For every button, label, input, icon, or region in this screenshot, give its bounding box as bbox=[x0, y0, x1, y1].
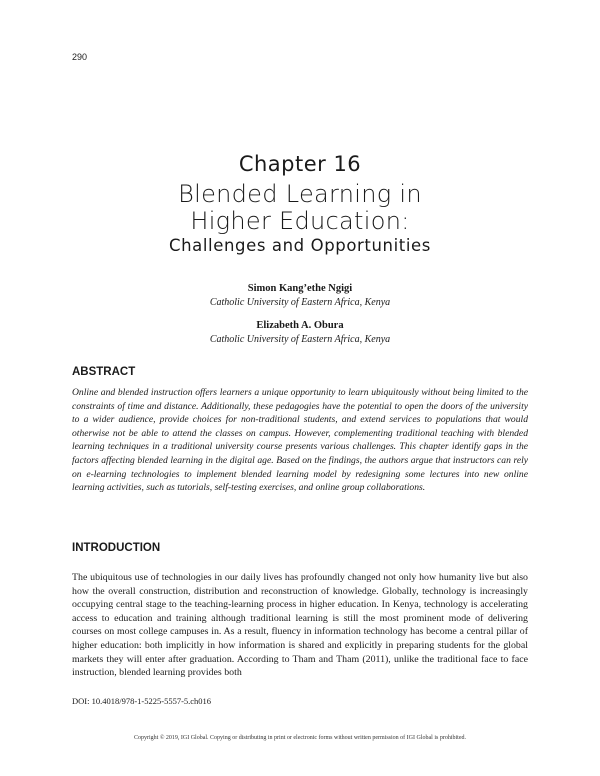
page-number: 290 bbox=[72, 52, 88, 62]
author-name: Elizabeth A. Obura bbox=[256, 320, 344, 331]
introduction-heading: INTRODUCTION bbox=[72, 542, 161, 554]
chapter-subtitle: Challenges and Opportunities bbox=[168, 236, 431, 255]
author-name: Simon Kang’ethe Ngigi bbox=[247, 283, 353, 294]
abstract-heading: ABSTRACT bbox=[72, 366, 136, 378]
chapter-title-line-1: Blended Learning in bbox=[178, 180, 422, 208]
chapter-title-line-2: Higher Education: bbox=[190, 207, 410, 235]
author-affiliation: Catholic University of Eastern Africa, Kenya bbox=[209, 297, 391, 308]
chapter-label: Chapter 16 bbox=[238, 152, 362, 176]
doi: DOI: 10.4018/978-1-5225-5557-5.ch016 bbox=[72, 696, 212, 706]
introduction-text: The ubiquitous use of technologies in our daily lives has profoundly changed not only how humanity live but also how the overall construction, distribution and reconstruction of knowledge. Globally, technology is increasingly occupying central stage to the teaching-learning process in higher education. In Kenya, technology is accelerating access to education and training although traditional learning is still the most prominent mode of delivering courses on most college campuses in. As a result, fluency in information technology has become a central pillar of higher education: both implicitly in how information is shared and explicitly in preparing students for the global markets they will enter after graduation. According to Tham and Tham (2011), unlike the traditional face to face instruction, blended learning provides both bbox=[72, 572, 528, 679]
copyright-notice: Copyright © 2019, IGI Global. Copying or distributing in print or electronic forms without written permission of IGI Global is prohibited. bbox=[133, 735, 466, 741]
author-affiliation: Catholic University of Eastern Africa, Kenya bbox=[209, 334, 391, 345]
abstract-text: Online and blended instruction offers learners a unique opportunity to learn ubiquitously without being limited to the constraints of time and distance. Additionally, these pedagogies have the potential to open the doors of the university to a wider audience, provide choices for non-traditional students, and extend services to populations that would otherwise not be able to attend the classes on campus. However, complementing traditional teaching with blended learning techniques in a traditional university course presents various challenges. This chapter identify gaps in the factors affecting blended learning in the digital age. Based on the findings, the authors argue that instructors can rely on e-learning technologies to implement blended learning model by redesigning some lectures into new online learning activities, such as tutorials, self-testing exercises, and online group collaborations. bbox=[72, 387, 528, 494]
